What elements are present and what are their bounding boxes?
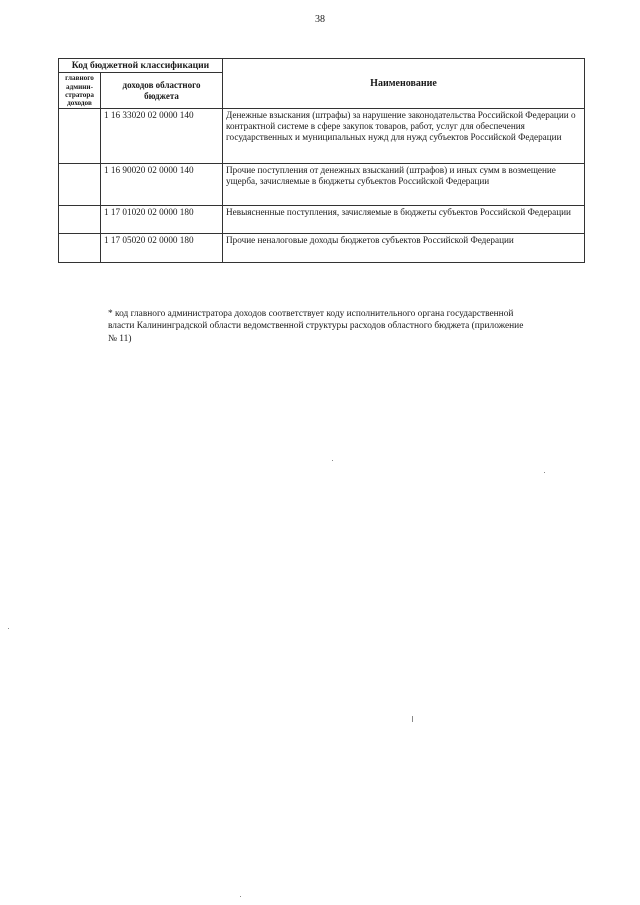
income-code-cell: 1 17 01020 02 0000 180	[101, 206, 223, 234]
income-name-cell: Невыясненные поступления, зачисляемые в бюджеты субъектов Российской Федерации	[223, 206, 585, 234]
scan-speck	[412, 716, 413, 722]
table-row	[59, 206, 585, 234]
budget-classification-table	[58, 58, 585, 263]
table-row	[59, 164, 585, 206]
income-code-cell: 1 17 05020 02 0000 180	[101, 234, 223, 263]
scan-speck	[332, 460, 333, 461]
income-name-cell: Прочие поступления от денежных взысканий (штрафов) и иных сумм в возмещение ущерба, зачисляемые в бюджеты субъектов Российской Федерации	[223, 164, 585, 206]
page-number: 38	[315, 14, 325, 25]
header-classification-code: Код бюджетной классификации	[59, 59, 223, 73]
admin-code-cell	[59, 109, 101, 164]
header-income-code: доходов областного бюджета	[101, 73, 223, 109]
header-name: Наименование	[223, 59, 585, 109]
table-row	[59, 109, 585, 164]
header-admin-code: главного админи-стратора доходов	[59, 73, 101, 109]
income-code-cell: 1 16 33020 02 0000 140	[101, 109, 223, 164]
admin-code-cell	[59, 234, 101, 263]
scan-speck	[240, 896, 241, 897]
scan-speck	[8, 628, 9, 629]
income-code-cell: 1 16 90020 02 0000 140	[101, 164, 223, 206]
footnote: * код главного администратора доходов соответствует коду исполнительного органа государственной власти Калининградской области ведомственной структуры расходов областного бюджета (приложение № 11)	[108, 309, 524, 344]
scan-speck	[544, 472, 545, 473]
admin-code-cell	[59, 164, 101, 206]
admin-code-cell	[59, 206, 101, 234]
income-name-cell: Денежные взыскания (штрафы) за нарушение законодательства Российской Федерации о контрактной системе в сфере закупок товаров, работ, услуг для обеспечения государственных и муниципальных нужд для нужд субъектов Российской Федерации	[223, 109, 585, 164]
income-name-cell: Прочие неналоговые доходы бюджетов субъектов Российской Федерации	[223, 234, 585, 263]
table-row	[59, 234, 585, 263]
